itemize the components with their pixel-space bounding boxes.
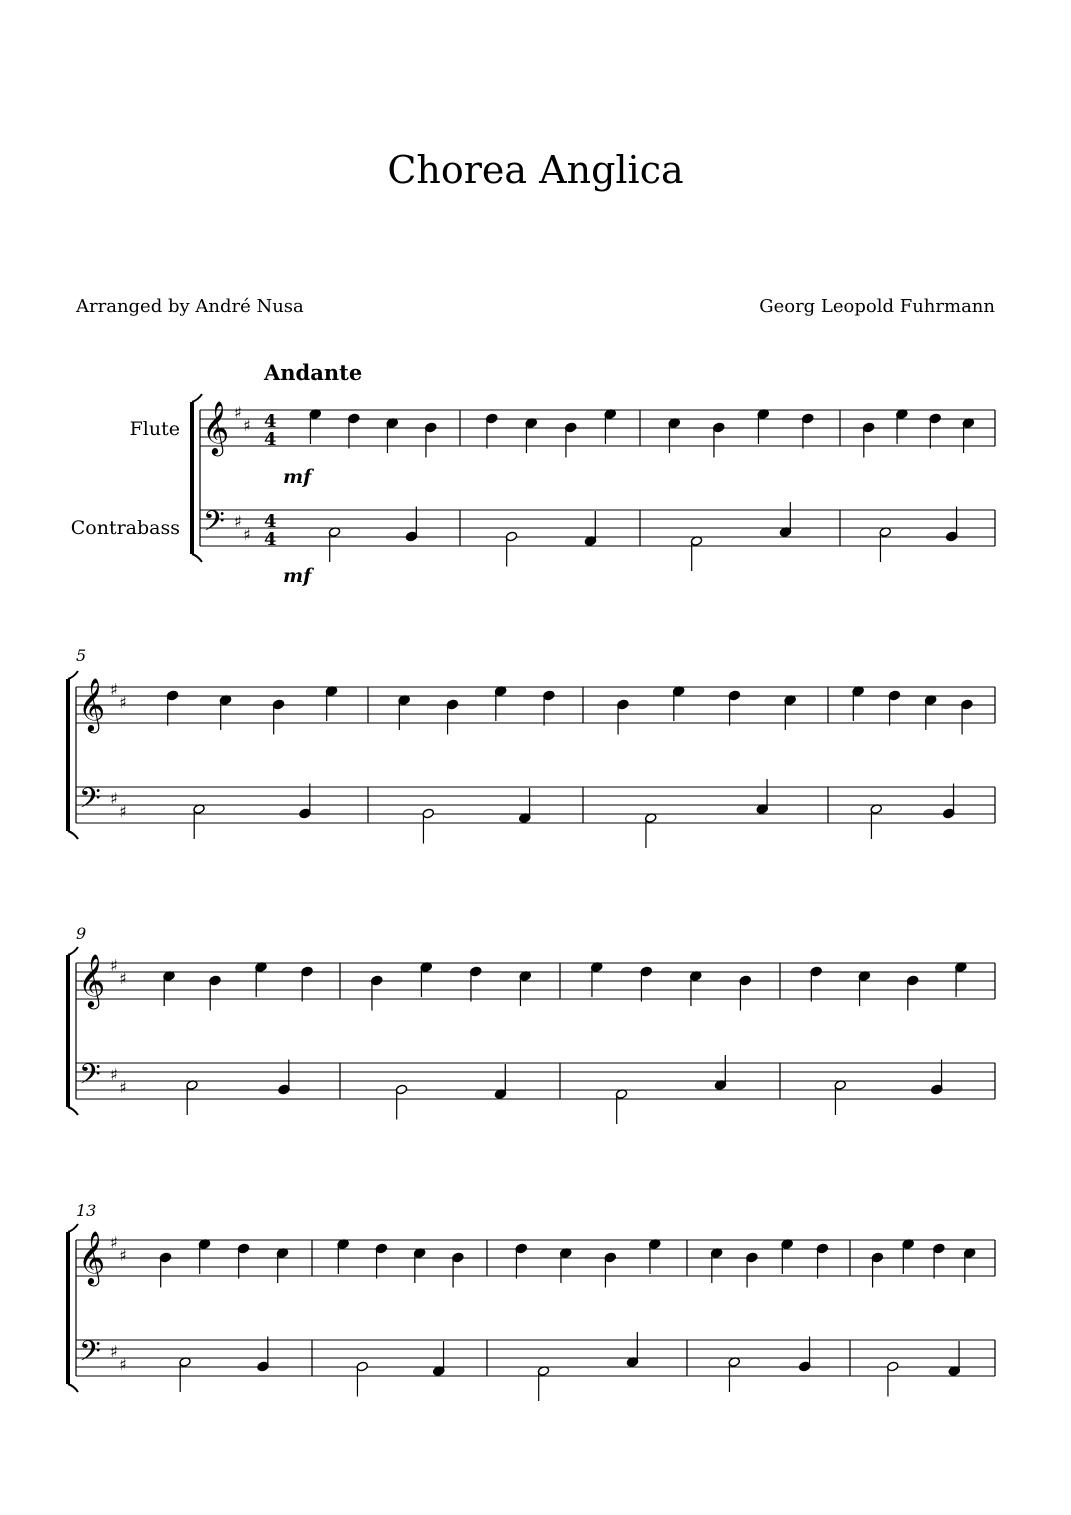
flute-note	[276, 1248, 288, 1283]
contrabass-note	[395, 1084, 407, 1119]
flute-note	[604, 1252, 616, 1287]
flute-note	[519, 971, 531, 1006]
flute-note	[446, 699, 458, 734]
contrabass-note	[946, 507, 958, 542]
bracket-bottom	[68, 1384, 78, 1392]
flute-note	[955, 962, 967, 997]
flute-note	[494, 686, 506, 721]
sharp-icon: ♯	[110, 789, 118, 808]
flute-note	[515, 1243, 527, 1278]
contrabass-note	[887, 1361, 899, 1396]
contrabass-note	[405, 507, 417, 542]
contrabass-note	[879, 527, 891, 562]
contrabass-note	[537, 1366, 549, 1401]
sharp-icon: ♯	[119, 1246, 127, 1265]
flute-note	[757, 409, 769, 444]
flute-note	[640, 966, 652, 1001]
staff-contrabass-2	[76, 1063, 995, 1099]
measure-number-5: 5	[76, 646, 87, 665]
contrabass-note	[186, 1080, 198, 1115]
contrabass-note	[626, 1332, 638, 1367]
composer-credit: Georg Leopold Fuhrmann	[759, 296, 995, 317]
flute-note	[486, 413, 498, 448]
flute-note	[902, 1239, 914, 1274]
flute-note	[272, 699, 284, 734]
contrabass-note	[931, 1060, 943, 1095]
flute-note	[728, 690, 740, 725]
measure-number-13: 13	[76, 1201, 97, 1220]
flute-note	[255, 962, 267, 997]
flute-note	[348, 413, 360, 448]
flute-note	[309, 409, 321, 444]
flute-note	[560, 1248, 572, 1283]
contrabass-note	[645, 813, 657, 848]
flute-note	[166, 690, 178, 725]
flute-note	[209, 975, 221, 1010]
staff-flute-3	[76, 1240, 995, 1276]
flute-note	[604, 409, 616, 444]
contrabass-note	[714, 1055, 726, 1090]
contrabass-note	[422, 808, 434, 843]
dynamic-mf-flute: mf	[283, 466, 312, 488]
flute-note	[746, 1252, 758, 1287]
staff-contrabass-1	[76, 787, 995, 823]
bass-clef-icon: 𝄢	[79, 782, 101, 822]
bracket-bottom	[68, 831, 78, 839]
measure-number-9: 9	[76, 924, 87, 943]
bracket-top	[192, 394, 202, 402]
sharp-icon: ♯	[110, 1342, 118, 1361]
flute-note	[470, 966, 482, 1001]
sharp-icon: ♯	[234, 512, 242, 531]
treble-clef-icon: 𝄞	[78, 953, 106, 1007]
flute-note	[739, 975, 751, 1010]
flute-note	[237, 1243, 249, 1278]
time-signature-flute: 4	[264, 429, 277, 450]
contrabass-note	[943, 784, 955, 819]
contrabass-note	[799, 1337, 811, 1372]
bass-clef-icon: 𝄢	[79, 1335, 101, 1375]
contrabass-note	[870, 804, 882, 839]
staff-contrabass-3	[76, 1340, 995, 1376]
flute-note	[371, 975, 383, 1010]
flute-note	[163, 971, 175, 1006]
flute-note	[591, 962, 603, 997]
flute-note	[425, 422, 437, 457]
flute-note	[961, 699, 973, 734]
flute-note	[198, 1239, 210, 1274]
contrabass-note	[728, 1357, 740, 1392]
bracket-top	[68, 947, 78, 955]
flute-note	[649, 1239, 661, 1274]
flute-note	[219, 695, 231, 730]
tempo-marking: Andante	[264, 360, 363, 385]
contrabass-note	[433, 1341, 445, 1376]
bass-clef-icon: 𝄢	[79, 1058, 101, 1098]
flute-note	[710, 1248, 722, 1283]
contrabass-note	[179, 1357, 191, 1392]
flute-note	[816, 1243, 828, 1278]
contrabass-note	[278, 1060, 290, 1095]
treble-clef-icon: 𝄞	[78, 1230, 106, 1284]
bracket-bottom	[192, 554, 202, 562]
bass-clef-icon: 𝄢	[203, 505, 225, 545]
treble-clef-icon: 𝄞	[78, 677, 106, 731]
flute-note	[781, 1239, 793, 1274]
contrabass-note	[519, 788, 531, 823]
flute-note	[862, 422, 874, 457]
flute-note	[962, 418, 974, 453]
sharp-icon: ♯	[243, 525, 251, 544]
flute-note	[906, 975, 918, 1010]
flute-note	[858, 971, 870, 1006]
dynamic-mf-contrabass: mf	[283, 565, 312, 587]
flute-note	[420, 962, 432, 997]
bracket-top	[68, 671, 78, 679]
sharp-icon: ♯	[110, 1065, 118, 1084]
bracket-top	[68, 1224, 78, 1232]
contrabass-note	[356, 1361, 368, 1396]
flute-note	[375, 1243, 387, 1278]
flute-note	[896, 409, 908, 444]
time-signature-contrabass: 4	[264, 511, 277, 532]
time-signature-flute: 4	[264, 411, 277, 432]
treble-clef-icon: 𝄞	[202, 400, 230, 454]
flute-note	[617, 699, 629, 734]
contrabass-note	[505, 531, 517, 566]
sharp-icon: ♯	[110, 1233, 118, 1252]
instrument-label-flute: Flute	[129, 418, 180, 440]
sharp-icon: ♯	[119, 969, 127, 988]
flute-note	[852, 686, 864, 721]
contrabass-note	[834, 1080, 846, 1115]
flute-note	[301, 966, 313, 1001]
flute-note	[924, 695, 936, 730]
arranger-credit: Arranged by André Nusa	[76, 296, 304, 317]
flute-note	[386, 418, 398, 453]
sharp-icon: ♯	[119, 1078, 127, 1097]
flute-note	[963, 1248, 975, 1283]
sharp-icon: ♯	[119, 802, 127, 821]
contrabass-note	[756, 779, 768, 814]
flute-note	[525, 418, 537, 453]
flute-note	[413, 1248, 425, 1283]
sharp-icon: ♯	[234, 403, 242, 422]
contrabass-note	[615, 1089, 627, 1124]
instrument-label-contrabass: Contrabass	[70, 517, 180, 539]
flute-note	[888, 690, 900, 725]
flute-note	[325, 686, 337, 721]
flute-note	[672, 686, 684, 721]
flute-note	[784, 695, 796, 730]
flute-note	[398, 695, 410, 730]
flute-note	[802, 413, 814, 448]
flute-note	[668, 418, 680, 453]
flute-note	[565, 422, 577, 457]
flute-note	[543, 690, 555, 725]
bracket-bottom	[68, 1107, 78, 1115]
time-signature-contrabass: 4	[264, 529, 277, 550]
contrabass-note	[584, 511, 596, 546]
contrabass-note	[193, 804, 205, 839]
sharp-icon: ♯	[110, 680, 118, 699]
contrabass-note	[779, 502, 791, 537]
sharp-icon: ♯	[119, 1355, 127, 1374]
contrabass-note	[690, 536, 702, 571]
flute-note	[159, 1252, 171, 1287]
contrabass-note	[948, 1341, 960, 1376]
contrabass-note	[299, 784, 311, 819]
contrabass-note	[328, 527, 340, 562]
sharp-icon: ♯	[119, 693, 127, 712]
staff-contrabass-0	[200, 510, 995, 546]
flute-note	[690, 971, 702, 1006]
contrabass-note	[494, 1064, 506, 1099]
flute-note	[337, 1239, 349, 1274]
sharp-icon: ♯	[243, 416, 251, 435]
flute-note	[713, 422, 725, 457]
contrabass-note	[257, 1337, 269, 1372]
flute-note	[871, 1252, 883, 1287]
flute-note	[933, 1243, 945, 1278]
sharp-icon: ♯	[110, 956, 118, 975]
score-title: Chorea Anglica	[387, 148, 684, 192]
flute-note	[452, 1252, 464, 1287]
flute-note	[810, 966, 822, 1001]
flute-note	[929, 413, 941, 448]
